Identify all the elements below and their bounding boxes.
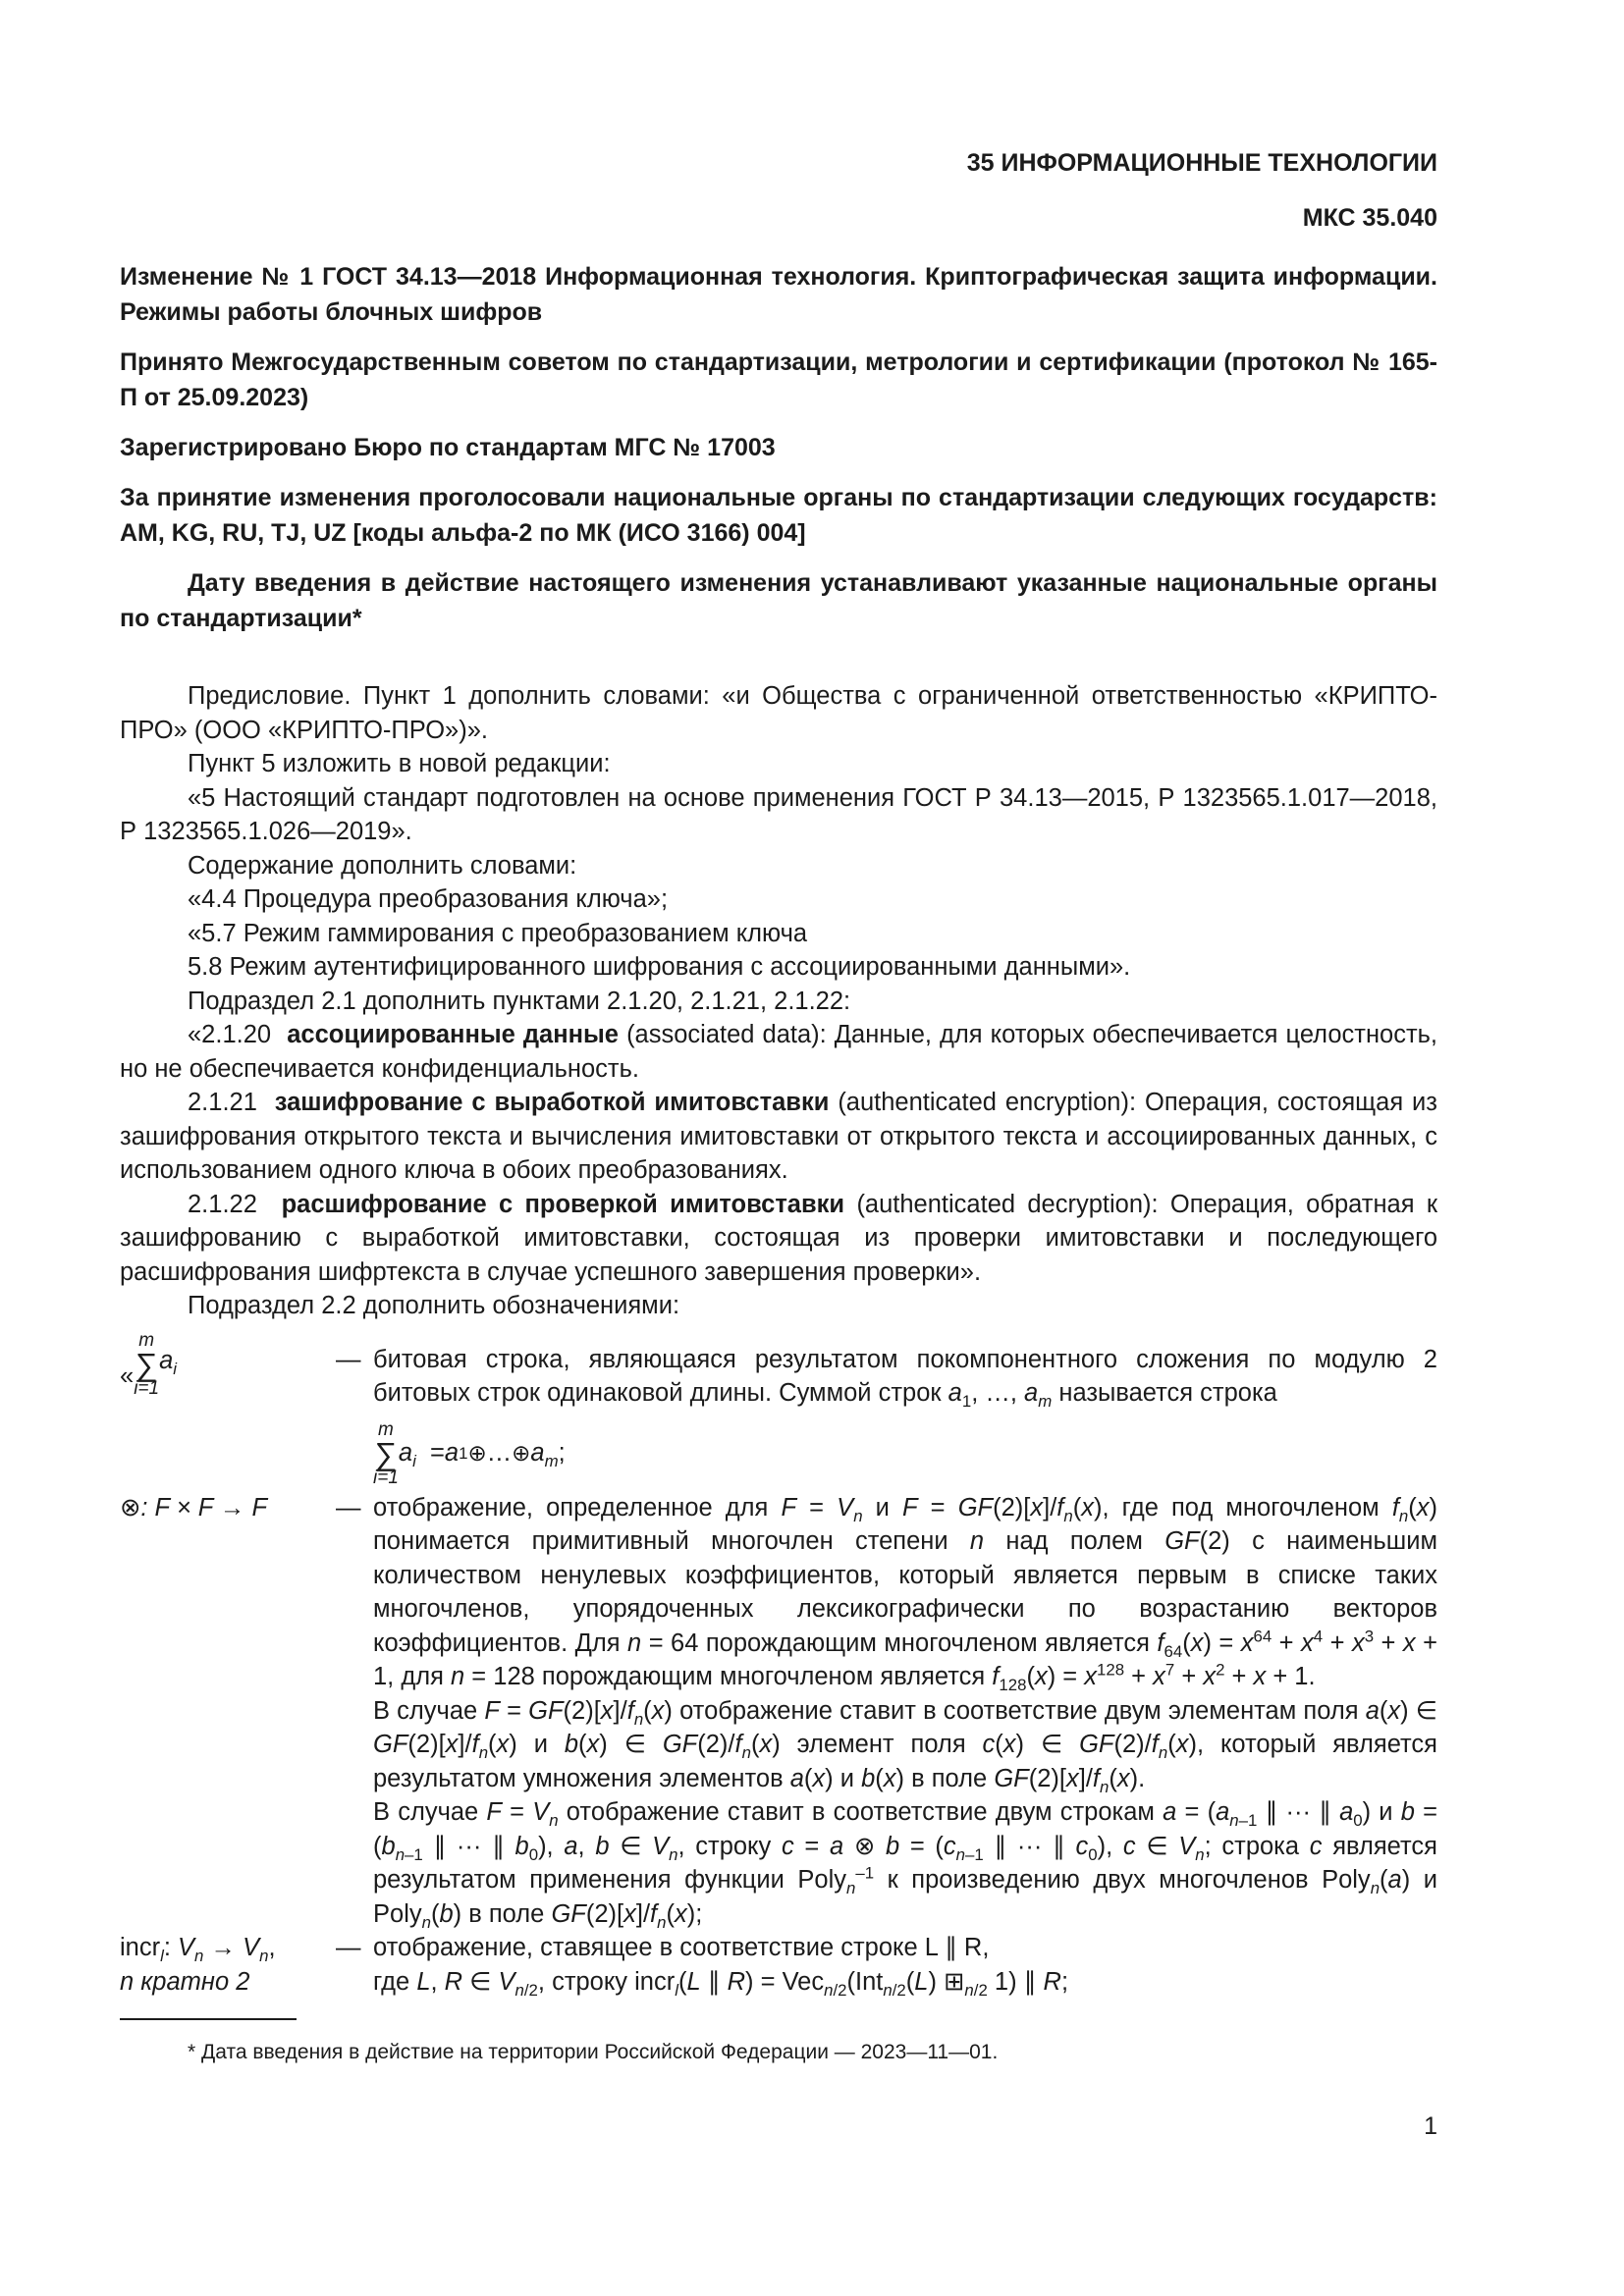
definition-2-1-21 — [120, 1086, 1437, 1188]
definition-term: зашифрование с выработкой имитовставки — [274, 1089, 830, 1116]
footnote-divider — [120, 2018, 297, 2020]
paragraph: Подраздел 2.1 дополнить пунктами 2.1.20, 2.1.21, 2.1.22: — [188, 987, 851, 1015]
notation-sum: « m ∑ i=1 $a_i$ — битовая строка, являющаяся результатом покомпонентного сложения по модулю 2 битовых строк одинаковой длины. Суммой строк $a_1$, …, $a_m$ называется строка m ∑ i=1 $a_i$ = a 1 ⊕ … ⊕ $a_m$ ; — [120, 1329, 1437, 1488]
mks-code: МКС 35.040 — [1302, 204, 1437, 232]
notation-condition: n кратно 2 — [120, 1967, 250, 1996]
definition-term: ассоциированные данные — [287, 1021, 619, 1048]
paragraph: 5.8 Режим аутентифицированного шифрования с ассоциированными данными». — [188, 953, 1131, 981]
definition-term: расшифрование с проверкой имитовставки — [281, 1190, 845, 1218]
notation-text: называется строка — [1058, 1379, 1277, 1407]
amendment-title: Изменение № 1 ГОСТ 34.13—2018 Информационная технология. Криптографическая защита информации. Режимы работы блочных шифров — [120, 263, 1437, 326]
definition-2-1-20 — [120, 1018, 1437, 1086]
notation-text: отображение, ставящее в соответствие строке L ∥ R, где L, R ∈ $V_{n/2}$, строку incr$_l$(L ∥ R) = Vec$_{n/2}$(Int$_{n/2}$(L) $⊞_{n/2}$ 1) ∥ R; — [373, 1934, 1069, 2000]
accepted-note: Принято Межгосударственным советом по стандартизации, метрологии и сертификации (протокол № 165-П от 25.09.2023) — [120, 348, 1437, 411]
notation-incr: incr$_l$: $V_n \to V_n$, n кратно 2 — отображение, ставящее в соответствие строке L ∥ R, где L, R ∈ $V_{n/2}$, строку incr$_l$(L ∥ R) = Vec$_{n/2}$(Int$_{n/2}$(L) $⊞_{n/2}$ 1) ∥ R; — [120, 1931, 1437, 1999]
paragraph: Подраздел 2.2 дополнить обозначениями: — [188, 1292, 680, 1319]
notation-term: incr$_l$: $V_n \to V_n$, n кратно 2 — [120, 1934, 276, 1996]
amendment-body — [120, 679, 1437, 2067]
definition-text: (authenticated decryption): Операция, обратная к зашифрованию с выработкой имитовставки, состоящая из проверки имитовставки и последующего расшифрования шифртекста в случае успешного завершения проверки». — [120, 1190, 1437, 1286]
paragraph: «5.7 Режим гаммирования с преобразованием ключа — [188, 919, 808, 947]
notation-text-line: отображение, ставящее в соответствие строке L ∥ R, — [373, 1934, 990, 1961]
paragraph: «5 Настоящий стандарт подготовлен на основе применения ГОСТ Р 34.13—2015, Р 1323565.1.017—2018, Р 1323565.1.026—2019». — [120, 783, 1437, 845]
voted-note: За принятие изменения проголосовали национальные органы по стандартизации следующих государств: AM, KG, RU, TJ, UZ [коды альфа-2 по МК (ИСО 3166) 004] — [120, 484, 1437, 547]
registered-note: Зарегистрировано Бюро по стандартам МГС № 17003 — [120, 434, 776, 461]
notation-text: отображение, определенное для $F = V_n$ и $F = GF(2)[x]/f_n(x)$, где под многочленом $f_n(x)$ понимается примитивный многочлен степени n над полем GF(2) с наименьшим количеством ненулевых коэффициентов, который является первым в списке таких многочленов, упорядоченных лексикографически по возрастанию векторов коэффициентов. Для n = 64 порождающим многочленом является $f_{64}(x) = x^{64} + x^4 + x^3 + x + 1$, для n = 128 порождающим многочленом является $f_{128}(x) = x^{128} + x^7 + x^2 + x + 1$. В случае $F = GF(2)[x]/f_n(x)$ отображение ставит в соответствие двум элементам поля a(x) ∈ $GF(2)[x]/f_n(x)$ и b(x) ∈ $GF(2)/f_n(x)$ элемент поля c(x) ∈ $GF(2)/f_n(x)$, который является результатом умножения элементов a(x) и b(x) в поле $GF(2)[x]/f_n(x)$. В случае $F = V_n$ отображение ставит в соответствие двум строкам $a = (a_{n-1}$ ∥ ··· ∥ $a_0$) и $b = (b_{n-1}$ ∥ ··· ∥ $b_0$), a, b ∈ $V_n$, строку c = a ⊗ $b = (c_{n-1}$ ∥ ··· ∥ $c_0$), c ∈ $V_n$; строка c является результатом применения функции Poly$_n^{-1}$ к произведению двух многочленов Poly$_n$(a) и Poly$_n$(b) в поле $GF(2)[x]/f_n(x)$; — [373, 1493, 1438, 1932]
sum-formula: m ∑ i=1 $a_i$ = a 1 ⊕ … ⊕ $a_m$ ; — [373, 1418, 566, 1488]
definition-number: 2.1.21 — [188, 1089, 257, 1116]
notation-term: « m ∑ i=1 $a_i$ — [120, 1329, 178, 1399]
paragraph: «4.4 Процедура преобразования ключа»; — [188, 885, 669, 913]
paragraph: Предисловие. Пункт 1 дополнить словами: «и Общества с ограниченной ответственностью «КРИПТО-ПРО» (ООО «КРИПТО-ПРО»)». — [120, 682, 1437, 744]
date-note: Дату введения в действие настоящего изменения устанавливают указанные национальные органы по стандартизации* — [120, 569, 1437, 632]
definition-number: 2.1.22 — [188, 1190, 257, 1218]
page-number: 1 — [1424, 2112, 1437, 2140]
notation-term: ⊗: F × F → F — [120, 1493, 268, 1522]
sigma-symbol: m ∑ i=1 — [134, 1329, 160, 1399]
footnote: * Дата введения в действие на территории Российской Федерации — 2023—11—01. — [188, 2041, 999, 2063]
notation-list — [120, 1331, 1437, 2000]
definition-2-1-22 — [120, 1188, 1437, 1290]
paragraph: Содержание дополнить словами: — [188, 851, 577, 880]
notation-multiplication: ⊗: F × F → F — отображение, определенное для $F = V_n$ и $F = GF(2)[x]/f_n(x)$, где под многочленом $f_n(x)$ понимается примитивный многочлен степени n над полем GF(2) с наименьшим количеством ненулевых коэффициентов, который является первым в списке таких многочленов, упорядоченных лексикографически по возрастанию векторов коэффициентов. Для n = 64 порождающим многочленом является $f_{64}(x) = x^{64} + x^4 + x^3 + x + 1$, для n = 128 порождающим многочленом является $f_{128}(x) = x^{128} + x^7 + x^2 + x + 1$. В случае $F = GF(2)[x]/f_n(x)$ отображение ставит в соответствие двум элементам поля a(x) ∈ $GF(2)[x]/f_n(x)$ и b(x) ∈ $GF(2)/f_n(x)$ элемент поля c(x) ∈ $GF(2)/f_n(x)$, который является результатом умножения элементов a(x) и b(x) в поле $GF(2)[x]/f_n(x)$. В случае $F = V_n$ отображение ставит в соответствие двум строкам $a = (a_{n-1}$ ∥ ··· ∥ $a_0$) и $b = (b_{n-1}$ ∥ ··· ∥ $b_0$), a, b ∈ $V_n$, строку c = a ⊗ $b = (c_{n-1}$ ∥ ··· ∥ $c_0$), c ∈ $V_n$; строка c является результатом применения функции Poly$_n^{-1}$ к произведению двух многочленов Poly$_n$(a) и Poly$_n$(b) в поле $GF(2)[x]/f_n(x)$; — [120, 1491, 1437, 1932]
paragraph: Пункт 5 изложить в новой редакции: — [188, 750, 611, 777]
definition-text: (authenticated encryption): Операция, состоящая из зашифрования открытого текста и вычисления имитовставки от открытого текста и ассоциированных данных, с использованием одного ключа в обоих преобразованиях. — [120, 1089, 1437, 1184]
definition-text: (associated data): Данные, для которых обеспечивается целостность, но не обеспечивается конфиденциальность. — [120, 1021, 1438, 1083]
section-heading: 35 ИНФОРМАЦИОННЫЕ ТЕХНОЛОГИИ — [966, 149, 1437, 177]
notation-text: битовая строка, являющаяся результатом покомпонентного сложения по модулю 2 битовых строк одинаковой длины. Суммой строк — [373, 1345, 1437, 1407]
definition-number: «2.1.20 — [188, 1021, 272, 1048]
document-page — [120, 145, 1437, 2067]
